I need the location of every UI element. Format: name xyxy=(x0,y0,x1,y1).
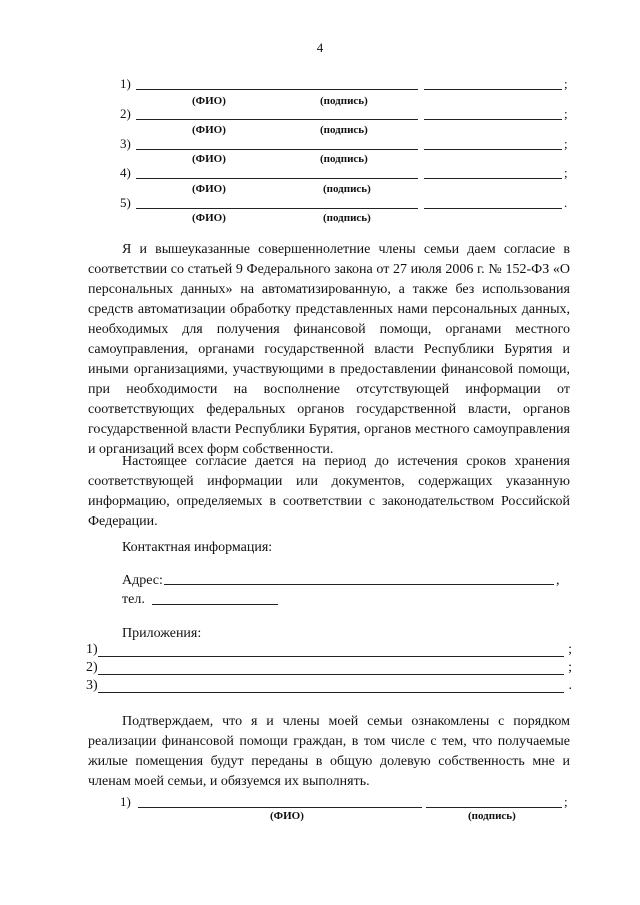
row-number: 5) xyxy=(120,195,131,210)
row-end: ; xyxy=(564,136,568,151)
contact-title: Контактная информация: xyxy=(122,540,273,555)
final-signature-row xyxy=(120,794,570,810)
fio-line xyxy=(138,807,422,808)
attachment-row-1 xyxy=(86,642,572,660)
row-end: ; xyxy=(568,660,572,675)
fio-caption: (ФИО) xyxy=(192,153,226,165)
signature-row-5 xyxy=(120,195,570,211)
row-number: 2) xyxy=(86,660,98,675)
fio-line xyxy=(136,119,418,120)
signature-line xyxy=(424,149,562,150)
row-number: 1) xyxy=(120,76,131,91)
fio-caption: (ФИО) xyxy=(192,183,226,195)
signature-line xyxy=(424,208,562,209)
row-number: 1) xyxy=(86,642,98,657)
attachments-title: Приложения: xyxy=(122,626,202,641)
confirm-paragraph: Подтверждаем, что я и члены моей семьи ознакомлены с порядком реализации финансовой помощи граждан, в том числе с тем, что получаемые жилые помещения будут переданы в общую долевую собственность мне и членам моей семьи, и обязуемся их выполнять. xyxy=(88,714,570,789)
signature-row-1 xyxy=(120,76,570,92)
signature-caption: (подпись) xyxy=(468,810,516,822)
row-end: . xyxy=(564,195,568,210)
fio-line xyxy=(136,89,418,90)
address-label: Адрес: xyxy=(122,573,163,588)
row-end: ; xyxy=(568,642,572,657)
attachment-line xyxy=(98,674,564,675)
signature-caption: (подпись) xyxy=(320,124,368,136)
attachment-line xyxy=(98,656,564,657)
signature-caption: (подпись) xyxy=(320,95,368,107)
period-paragraph: Настоящее согласие дается на период до истечения сроков хранения соответствующей информации или документов, содержащих указанную информацию, определяемых в соответствии с законодательством Российской Федерации. xyxy=(88,454,570,529)
page-number: 4 xyxy=(316,40,324,55)
fio-caption: (ФИО) xyxy=(192,124,226,136)
signature-row-3 xyxy=(120,136,570,152)
attachment-line xyxy=(98,692,564,693)
fio-line xyxy=(136,178,418,179)
row-end: ; xyxy=(564,76,568,91)
signature-line xyxy=(426,807,562,808)
fio-line xyxy=(136,149,418,150)
fio-caption: (ФИО) xyxy=(192,95,226,107)
fio-line xyxy=(136,208,418,209)
address-end: , xyxy=(556,573,560,588)
signature-row-2 xyxy=(120,106,570,122)
attachment-row-2 xyxy=(86,660,572,678)
row-number: 1) xyxy=(120,794,131,809)
phone-label: тел. xyxy=(122,592,145,607)
signature-row-4 xyxy=(120,165,570,181)
consent-paragraph: Я и вышеуказанные совершеннолетние члены семьи даем согласие в соответствии со статьей 9 Федерального закона от 27 июля 2006 г. № 152-ФЗ «О персональных данных» на автоматизированную, а также без использования средств автоматизации обработку представленных нами персональных данных, необходимых для получения финансовой помощи, органами местного самоуправления, органами государственной власти Республики Бурятия и иными организациями, участвующими в предоставлении финансовой помощи, при необходимости на восполнение отсутствующей информации от соответствующих федеральных органов государственной власти, органов государственной власти Республики Бурятия, органов местного самоуправления и организаций всех форм собственности. xyxy=(88,242,570,457)
row-end: ; xyxy=(564,106,568,121)
signature-line xyxy=(424,178,562,179)
row-number: 2) xyxy=(120,106,131,121)
phone-line xyxy=(152,604,278,605)
signature-caption: (подпись) xyxy=(323,212,371,224)
row-number: 4) xyxy=(120,165,131,180)
row-number: 3) xyxy=(120,136,131,151)
fio-caption: (ФИО) xyxy=(192,212,226,224)
signature-line xyxy=(424,89,562,90)
fio-caption: (ФИО) xyxy=(270,810,304,822)
signature-line xyxy=(424,119,562,120)
address-line xyxy=(164,584,554,585)
signature-caption: (подпись) xyxy=(323,183,371,195)
attachment-row-3 xyxy=(86,678,572,696)
row-number: 3) xyxy=(86,678,98,693)
signature-caption: (подпись) xyxy=(320,153,368,165)
row-end: . xyxy=(568,678,572,693)
row-end: ; xyxy=(564,165,568,180)
row-end: ; xyxy=(564,794,568,809)
